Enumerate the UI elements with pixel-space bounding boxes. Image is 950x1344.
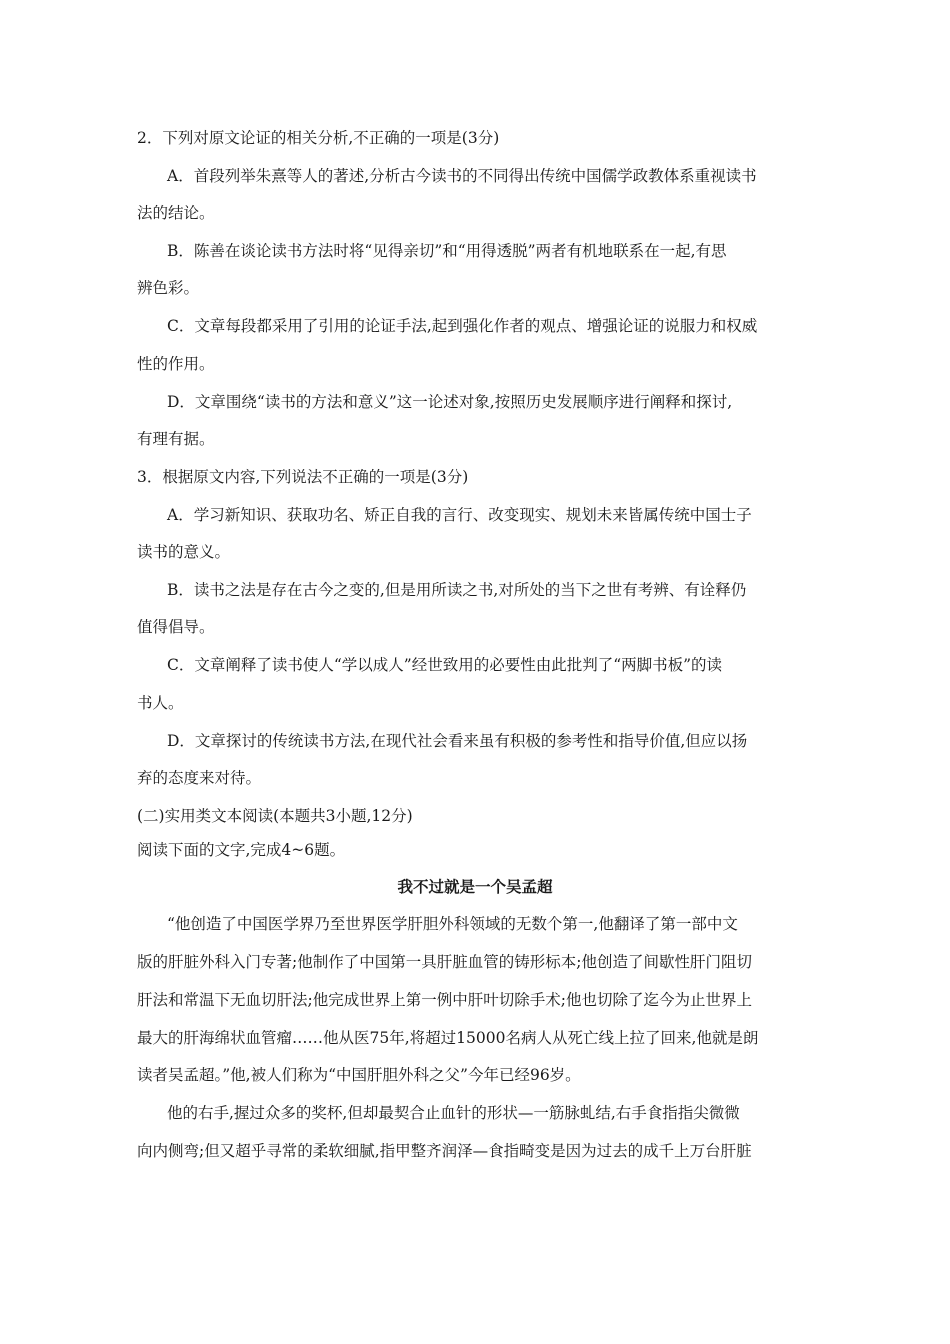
q2-stem: 2．下列对原文论证的相关分析,不正确的一项是(3分) <box>137 129 500 147</box>
q3-option-a-line2: 读书的意义。 <box>137 543 231 561</box>
article-p1-line3: 肝法和常温下无血切肝法;他完成世界上第一例中肝叶切除手术;他也切除了迄今为止世界上 <box>137 991 752 1009</box>
article-p2-line1: 他的右手,握过众多的奖杯,但却最契合止血针的形状—一筋脉虬结,右手食指指尖微微 <box>167 1104 740 1122</box>
section-heading: (二)实用类文本阅读(本题共3小题,12分) <box>137 807 413 825</box>
q2-option-b-line1: B．陈善在谈论读书方法时将“见得亲切”和“用得透脱”两者有机地联系在一起,有思 <box>167 242 727 260</box>
q3-option-c-line1: C．文章阐释了读书使人“学以成人”经世致用的必要性由此批判了“两脚书板”的读 <box>167 656 723 674</box>
q2-option-a-line1: A．首段列举朱熹等人的著述,分析古今读书的不同得出传统中国儒学政教体系重视读书 <box>167 167 757 185</box>
q2-option-c-line1: C．文章每段都采用了引用的论证手法,起到强化作者的观点、增强论证的说服力和权威 <box>167 317 758 335</box>
q3-stem: 3．根据原文内容,下列说法不正确的一项是(3分) <box>137 468 469 486</box>
section-instruction: 阅读下面的文字,完成4~6题。 <box>137 841 346 859</box>
q3-option-c-line2: 书人。 <box>137 694 184 712</box>
q2-option-c-line2: 性的作用。 <box>137 355 215 373</box>
q3-option-b-line2: 值得倡导。 <box>137 618 215 636</box>
q3-option-d-line1: D．文章探讨的传统读书方法,在现代社会看来虽有积极的参考性和指导价值,但应以扬 <box>167 732 748 750</box>
q3-option-b-line1: B．读书之法是存在古今之变的,但是用所读之书,对所处的当下之世有考辨、有诠释仍 <box>167 581 747 599</box>
q3-option-d-line2: 弃的态度来对待。 <box>137 769 262 787</box>
article-p1-line2: 版的肝脏外科入门专著;他制作了中国第一具肝脏血管的铸形标本;他创造了间歇性肝门阻切 <box>137 953 752 971</box>
article-title: 我不过就是一个吴孟超 <box>397 878 553 896</box>
article-p1-line4: 最大的肝海绵状血管瘤……他从医75年,将超过15000名病人从死亡线上拉了回来,他就是朗 <box>137 1029 759 1047</box>
q3-option-a-line1: A．学习新知识、获取功名、矫正自我的言行、改变现实、规划未来皆属传统中国士子 <box>167 506 752 524</box>
article-p2-line2: 向内侧弯;但又超乎寻常的柔软细腻,指甲整齐润泽—食指畸变是因为过去的成千上万台肝脏 <box>137 1142 752 1160</box>
q2-option-d-line2: 有理有据。 <box>137 430 215 448</box>
q2-option-b-line2: 辨色彩。 <box>137 279 200 297</box>
article-p1-line5: 读者吴孟超。”他,被人们称为“中国肝胆外科之父”今年已经96岁。 <box>137 1066 581 1084</box>
q2-option-a-line2: 法的结论。 <box>137 204 215 222</box>
q2-option-d-line1: D．文章围绕“读书的方法和意义”这一论述对象,按照历史发展顺序进行阐释和探讨, <box>167 393 733 411</box>
article-p1-line1: “他创造了中国医学界乃至世界医学肝胆外科领域的无数个第一,他翻译了第一部中文 <box>167 915 738 933</box>
